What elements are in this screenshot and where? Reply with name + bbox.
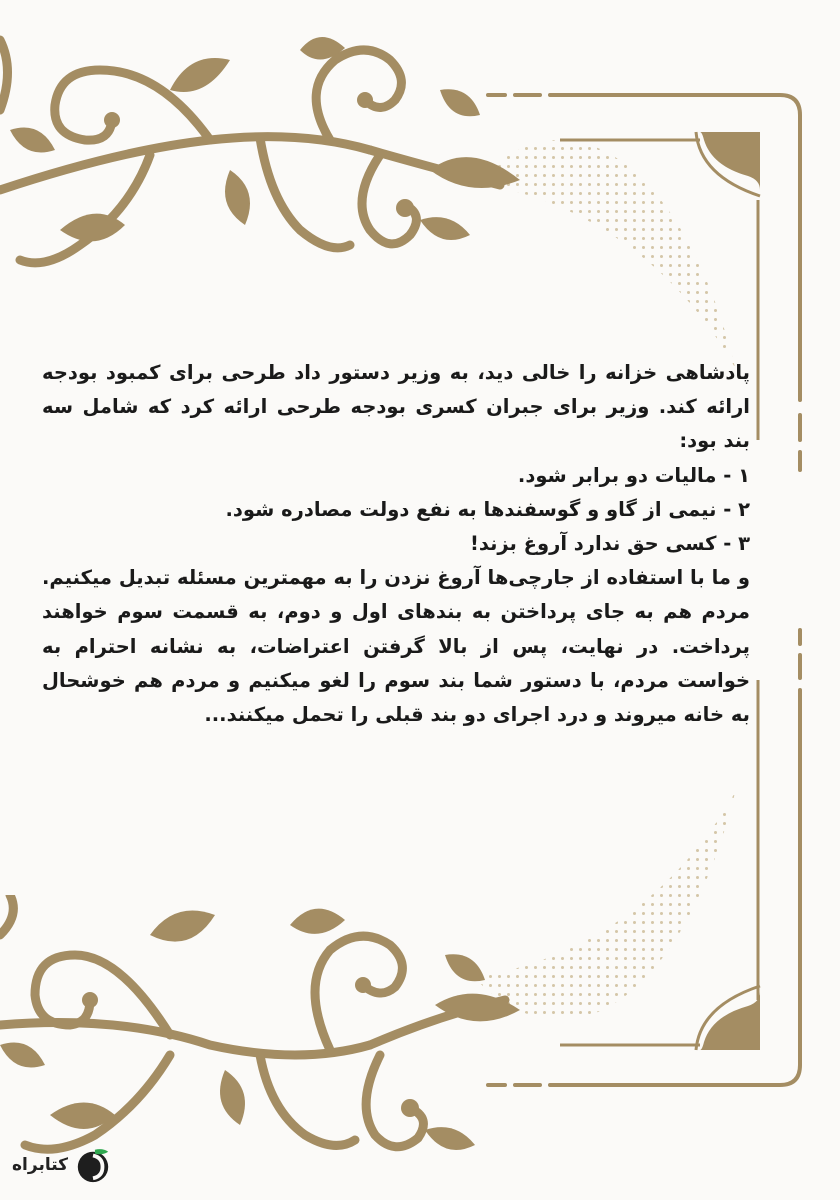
paragraph-conclusion: و ما با استفاده از جارچی‌ها آروغ نزدن را به مهمترین مسئله تبدیل میکنیم. مردم هم به جای پرداختن به بندهای اول و دوم، به قسمت سوم خواهند پرداخت. در نهایت، پس از بالا گرفتن اعتراضات، به نشانه احترام به خواست مردم، با دستور شما بند سوم را لغو میکنیم و مردم هم خوشحال به خانه میروند و درد اجرای دو بند قبلی را تحمل میکنند... [42,566,750,727]
publisher-logo [12,1140,132,1190]
list-item: ۲ - نیمی از گاو و گوسفندها به نفع دولت مصادره شود. [225,497,750,521]
paragraph-intro: پادشاهی خزانه را خالی دید، به وزیر دستور داد طرحی برای کمبود بودجه ارائه کند. وزیر برای جبران کسری بودجه طرحی ارائه کرد که شامل سه بند بود: [42,361,750,453]
floral-ornament-top [0,30,530,290]
list-item: ۱ - مالیات دو برابر شود. [517,463,750,487]
logo-text: کتابراه [12,1155,69,1175]
logo-mark-icon [74,1145,112,1185]
floral-ornament-bottom [0,895,530,1170]
story-text [42,356,750,732]
list-item: ۳ - کسی حق ندارد آروغ بزند! [469,532,750,556]
